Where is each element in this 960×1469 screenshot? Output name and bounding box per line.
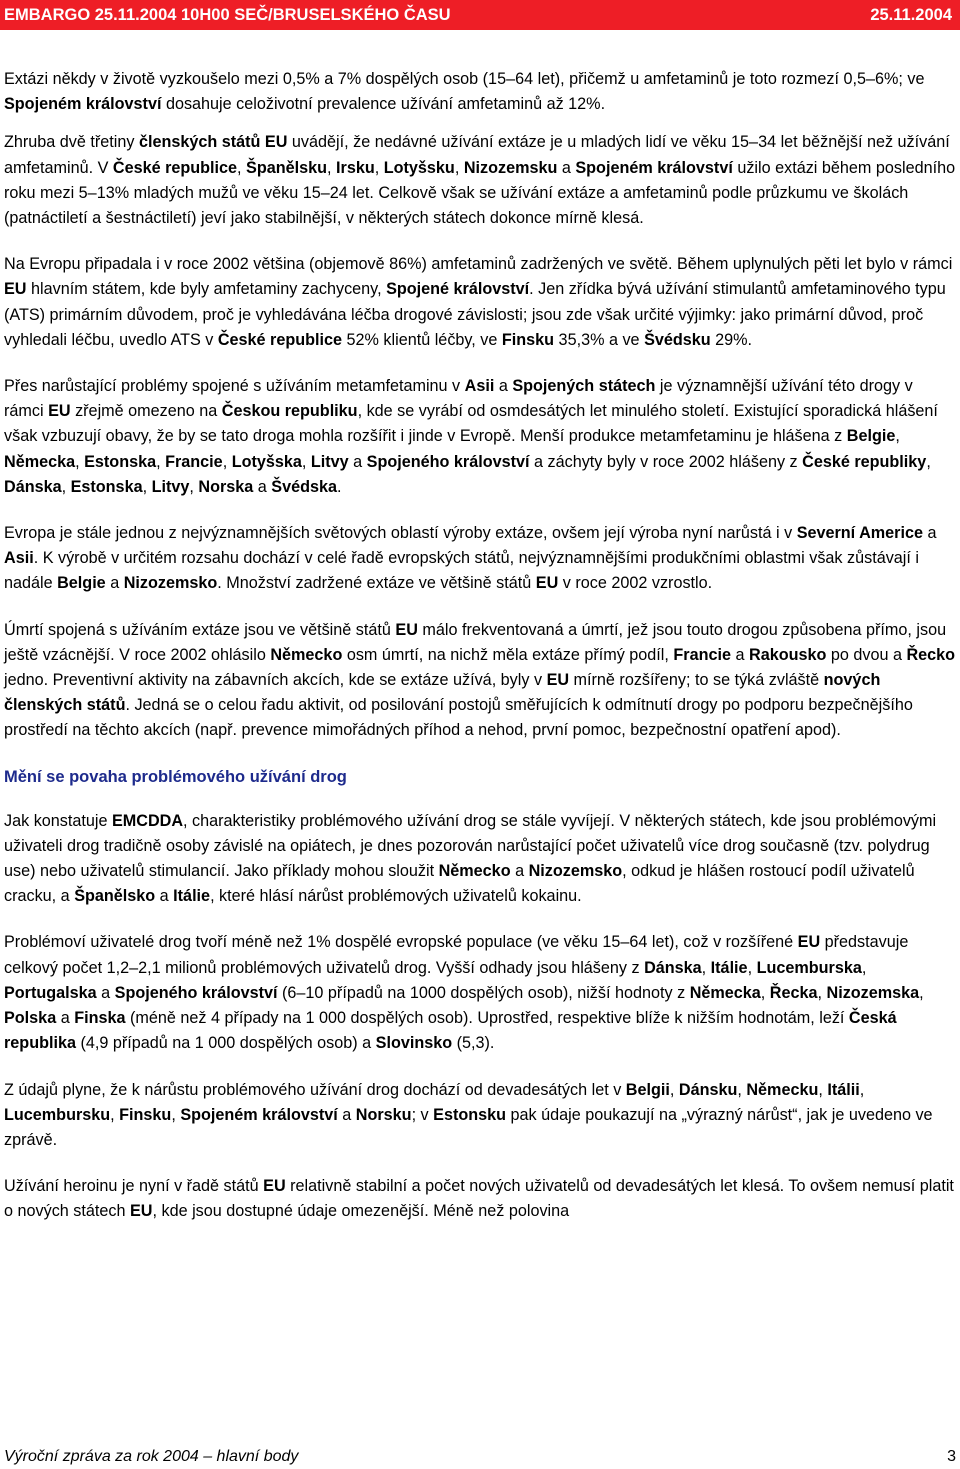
text-run: a — [337, 1105, 356, 1124]
text-run: uvádějí, že nedávné užívání extáze je u mladých lidí ve věku 15 — [287, 133, 750, 152]
text-run: – — [506, 70, 516, 88]
text-run: a — [96, 983, 115, 1002]
text-run: , — [142, 477, 152, 496]
text-run: , — [110, 1105, 120, 1124]
text-run: , — [189, 477, 199, 496]
paragraph — [4, 930, 956, 1056]
bold-term: Norsku — [355, 1105, 412, 1124]
text-run: , charakteristiky problémového užívání drog se stále vyvíjejí. V některých státech, kde jsou problémovými uživateli drog tradičně osoby závislé na opiátech, je dnes pozorován narůstající počet uživatelů více drog současně (tzv. polydrug use) nebo uživatelů stimulancií. Jako příklady mohou sloužit — [4, 811, 937, 881]
text-run: (méně než 4 případy na 1 000 dospělých osob). Uprostřed, respektive blíže k nižším hodnotám, leží — [125, 1009, 849, 1028]
bold-term: Slovinsko — [375, 1034, 453, 1053]
text-run: Extázi někdy v životě vyzkoušelo mezi 0,5% a 7% dospělých osob (15 — [4, 70, 507, 88]
text-run: – — [129, 958, 139, 977]
bold-term: EU — [535, 574, 559, 593]
text-run: 24 let. Celkově však se užívání extáze a amfetaminů podle průzkumu ve školách (patnáctiletí a šestnáctiletí) jeví jako stabilnější, v některých státech dokonce mírně klesá. — [4, 183, 909, 228]
page-footer — [4, 1448, 956, 1468]
paragraph — [4, 67, 956, 117]
text-run: , — [301, 452, 311, 471]
bold-term: Německo — [438, 862, 511, 881]
text-run: 52% klientů léčby, ve — [342, 330, 502, 349]
bold-term: Nizozemsku — [463, 158, 558, 177]
bold-term: Francie — [165, 452, 223, 471]
text-run: Z údajů plyne, že k nárůstu problémového užívání drog dochází od devadesátých let v — [4, 1080, 626, 1099]
text-run: , — [669, 1080, 679, 1099]
bold-term: EU — [48, 402, 71, 421]
paragraph — [4, 521, 956, 597]
text-run: relativně stabilní a počet nových uživatelů od devadesátých let klesá. To ovšem nemusí platit o nových státech — [4, 1177, 954, 1221]
text-run: a záchyty byly v roce 2002 hlášeny z — [529, 452, 803, 471]
text-run: , — [737, 1080, 747, 1099]
bold-term: EU — [395, 620, 418, 639]
text-run: , — [327, 158, 337, 177]
bold-term: Německa — [689, 983, 761, 1002]
text-run: a — [56, 1009, 75, 1028]
text-run: , — [374, 158, 384, 177]
text-run: užilo extázi během posledního roku mezi 5 — [4, 158, 956, 202]
bold-term: Lucemburska — [756, 958, 862, 977]
text-run: a — [155, 887, 174, 906]
text-run: 35,3% a ve — [554, 330, 645, 349]
text-run: , — [237, 158, 247, 177]
text-run: , — [222, 452, 232, 471]
text-run: 2,1 milionů problémových uživatelů drog. Vyšší odhady jsou hlášeny z — [138, 958, 645, 977]
text-run: 34 let běžnější než užívání amfetaminů. V — [4, 133, 950, 177]
text-run: (5,3). — [452, 1034, 495, 1053]
bold-term: Českou republiku — [221, 402, 358, 421]
text-run: , — [817, 983, 827, 1002]
text-run: po dvou a — [826, 645, 907, 664]
bold-term: Spojených státech — [512, 377, 656, 396]
text-run: 64 let), což v rozšířené — [629, 933, 798, 952]
text-run: Na Evropu připadala i v roce 2002 většina (objemově 86%) amfetaminů zadržených ve světě. Během uplynulých pěti let bylo v rámci — [4, 255, 953, 274]
text-run: . K výrobě v určitém rozsahu dochází v celé řadě evropských států, nejvýznamnějšími produkčními oblastmi však zůstávají i nadále — [4, 549, 919, 593]
text-run: Problémoví uživatelé drog tvoří méně než 1% dospělé evropské populace (ve věku 15 — [4, 933, 621, 952]
bold-term: Německa — [4, 452, 76, 471]
bold-term: Řecka — [769, 983, 818, 1002]
paragraph — [4, 252, 956, 353]
text-run: 13% mladých mužů ve věku 15 — [96, 183, 321, 202]
bold-term: Lotyšska — [231, 452, 302, 471]
paragraph — [4, 1174, 956, 1224]
text-run: v roce 2002 vzrostlo. — [558, 574, 713, 593]
text-run: , — [919, 983, 924, 1002]
bold-term: Švédska — [271, 477, 337, 496]
bold-term: Německo — [270, 645, 343, 664]
text-run: a — [105, 574, 124, 593]
section-heading: Mění se povaha problémového užívání drog — [4, 767, 347, 786]
bold-term: Estonska — [84, 452, 157, 471]
bold-term: Belgie — [846, 427, 896, 446]
bold-term: Itálie — [710, 958, 748, 977]
bold-term: Lucembursku — [4, 1105, 111, 1124]
text-run: (4,9 případů na 1 000 dospělých osob) a — [75, 1034, 376, 1053]
text-run: . Jen zřídka bývá užívání stimulantů amfetaminového typu (ATS) primárním důvodem, proč je vyhledávána léčba drogové závislosti; jsou zde však určité výjimky: jako primární důvod, proč vyhledali léčbu, uvedlo ATS v — [4, 280, 946, 349]
bold-term: Finsku — [119, 1105, 172, 1124]
paragraph — [4, 1078, 956, 1154]
text-run: , — [859, 1080, 865, 1099]
text-run: Užívání heroinu je nyní v řadě států — [4, 1177, 264, 1196]
text-run: , — [61, 477, 71, 496]
text-run: a — [731, 645, 749, 664]
text-run: Evropa je stále jednou z nejvýznamnějších světových oblastí výroby extáze, ovšem její výroba nyní narůstá i v — [4, 524, 797, 543]
text-run: Přes narůstající problémy spojené s užíváním metamfetaminu v — [4, 377, 465, 396]
text-run: , — [156, 452, 166, 471]
text-run: , — [171, 1105, 181, 1124]
text-run: – — [865, 70, 875, 88]
text-run: – — [620, 933, 630, 952]
bold-term: České republiky — [802, 452, 927, 471]
bold-term: Nizozemska — [826, 983, 920, 1002]
text-run: , — [861, 958, 867, 977]
text-run: 6%; ve — [875, 70, 925, 88]
text-run: , — [926, 452, 931, 471]
bold-term: EMCDDA — [111, 811, 184, 830]
text-run: pak údaje poukazují na „výrazný nárůst“, jak je uvedeno ve zprávě. — [4, 1105, 933, 1149]
bold-term: EU — [263, 1177, 286, 1196]
text-run: mírně rozšířeny; to se týká zvláště — [569, 671, 824, 690]
text-run: , kde se vyrábí od osmdesátých let minulého století. Existující sporadická hlášení však vzbuzují obavy, že by se tato droga mohla rozšířit i jinde v Evropě. Menší produkce metamfetaminu je hlášena z — [4, 402, 938, 446]
paragraph — [4, 130, 956, 231]
text-run: málo frekventovaná a úmrtí, jež jsou touto drogou způsobena přímo, jsou ještě vzácnější. V roce 2002 ohlásilo — [4, 620, 947, 664]
bold-term: Česká republika — [4, 1009, 897, 1053]
bold-term: Francie — [673, 645, 731, 664]
paragraph — [4, 374, 956, 500]
text-run: a — [557, 158, 576, 177]
paragraph — [4, 809, 956, 910]
bold-term: Estonska — [70, 477, 143, 496]
embargo-header — [0, 0, 960, 30]
bold-term: Spojeného království — [366, 452, 530, 471]
bold-term: Asii — [4, 549, 34, 568]
text-run: , — [747, 958, 757, 977]
bold-term: Itálie — [173, 887, 211, 906]
bold-term: Spojené království — [386, 280, 530, 299]
bold-term: Německu — [746, 1080, 819, 1099]
footer-title: Výroční zpráva za rok 2004 – hlavní body — [4, 1448, 299, 1465]
bold-term: Polska — [4, 1009, 57, 1028]
text-run: a — [494, 377, 513, 396]
text-run: , kde jsou dostupné údaje omezenější. Méně než polovina — [152, 1202, 570, 1221]
bold-term: Finska — [74, 1009, 126, 1028]
text-run: představuje celkový počet 1,2 — [4, 933, 909, 977]
text-run: , které hlásí nárůst problémových uživatelů kokainu. — [210, 887, 582, 906]
text-run: . Jedná se o celou řadu aktivit, od posilování postojů směřujících k odmítnutí drogy po podporu bezpečnějšího prostředí na těchto akcích (např. prevence mimořádných příhod a nehod, první pomoc, bezpečnostní opatření apod). — [4, 696, 913, 740]
bold-term: Spojeném království — [4, 95, 162, 114]
text-run: osm úmrtí, na nichž měla extáze přímý podíl, — [342, 645, 674, 664]
text-run: je významnější užívání této drogy v rámci — [4, 377, 913, 421]
bold-term: České republice — [112, 158, 238, 177]
bold-term: Norska — [198, 477, 254, 496]
bold-term: Severní Americe — [796, 524, 923, 543]
bold-term: Spojeného království — [114, 983, 278, 1002]
bold-term: České republice — [217, 330, 343, 349]
text-run: , — [75, 452, 85, 471]
text-run: ; v — [411, 1105, 434, 1124]
text-run: a — [348, 452, 367, 471]
text-run: 64 let), přičemž u amfetaminů je toto rozmezí 0,5 — [515, 70, 866, 88]
bold-term: EU — [4, 280, 27, 299]
bold-term: nových členských států — [4, 671, 881, 715]
text-run: zřejmě omezeno na — [70, 402, 222, 421]
bold-term: Nizozemsko — [123, 574, 218, 593]
bold-term: Švédsku — [644, 330, 711, 349]
bold-term: Portugalska — [4, 983, 97, 1002]
bold-term: Finsku — [501, 330, 555, 349]
paragraph-group-1 — [4, 67, 956, 744]
bold-term: Dánska — [4, 477, 62, 496]
text-run: , — [760, 983, 770, 1002]
bold-term: Litvy — [310, 452, 349, 471]
text-run: jedno. Preventivní aktivity na zábavních akcích, kde se extáze užívá, byly v — [4, 671, 547, 690]
text-run: – — [87, 183, 97, 202]
embargo-text: EMBARGO 25.11.2004 10H00 SEČ/BRUSELSKÉHO ČASU — [4, 5, 451, 24]
text-run: , odkud je hlášen rostoucí podíl uživatelů cracku, a — [4, 862, 915, 906]
bold-term: Irsku — [336, 158, 375, 177]
text-run: – — [320, 183, 330, 202]
bold-term: EU — [546, 671, 570, 690]
bold-term: Španělsko — [74, 887, 156, 906]
text-run: , — [701, 958, 711, 977]
text-run: Úmrtí spojená s užíváním extáze jsou ve většině států — [4, 620, 396, 639]
bold-term: Asii — [464, 377, 495, 396]
text-run: , — [818, 1080, 828, 1099]
bold-term: Spojeném království — [180, 1105, 338, 1124]
text-run: – — [296, 983, 306, 1002]
text-run: . — [336, 477, 342, 496]
bold-term: Španělsku — [246, 158, 328, 177]
bold-term: Řecko — [906, 645, 956, 664]
bold-term: Lotyšsku — [383, 158, 455, 177]
text-run: a — [510, 862, 529, 881]
text-run: Zhruba dvě třetiny — [4, 133, 139, 152]
bold-term: Estonsku — [433, 1105, 507, 1124]
paragraph — [4, 618, 956, 744]
bold-term: Dánska — [644, 958, 702, 977]
bold-term: členských států EU — [138, 133, 288, 152]
bold-term: EU — [797, 933, 821, 952]
bold-term: Spojeném království — [575, 158, 733, 177]
text-run: dosahuje celoživotní prevalence užívání amfetaminů až 12%. — [161, 95, 606, 114]
text-run: a — [253, 477, 272, 496]
bold-term: EU — [129, 1202, 153, 1221]
bold-term: Nizozemsko — [528, 862, 623, 881]
bold-term: Dánsku — [678, 1080, 738, 1099]
text-run: , — [895, 427, 900, 446]
text-run: hlavním státem, kde byly amfetaminy zachyceny, — [26, 280, 387, 299]
text-run: 29%. — [710, 330, 753, 349]
text-run: 10 případů na 1000 dospělých osob), nižší hodnoty z — [305, 983, 690, 1002]
text-run: – — [749, 133, 759, 152]
text-run: (6 — [277, 983, 297, 1002]
bold-term: Litvy — [151, 477, 190, 496]
document-body — [4, 67, 956, 1225]
text-run: Jak konstatuje — [4, 811, 112, 830]
bold-term: Itálii — [827, 1080, 860, 1099]
text-run: a — [922, 524, 937, 543]
page-number: 3 — [947, 1448, 956, 1465]
text-run: . Množství zadržené extáze ve většině států — [217, 574, 536, 593]
text-run: , — [454, 158, 464, 177]
bold-term: Belgii — [625, 1080, 670, 1099]
bold-term: Rakousko — [749, 645, 827, 664]
paragraph-group-2 — [4, 809, 956, 1225]
header-date: 25.11.2004 — [870, 5, 952, 24]
bold-term: Belgie — [57, 574, 106, 593]
